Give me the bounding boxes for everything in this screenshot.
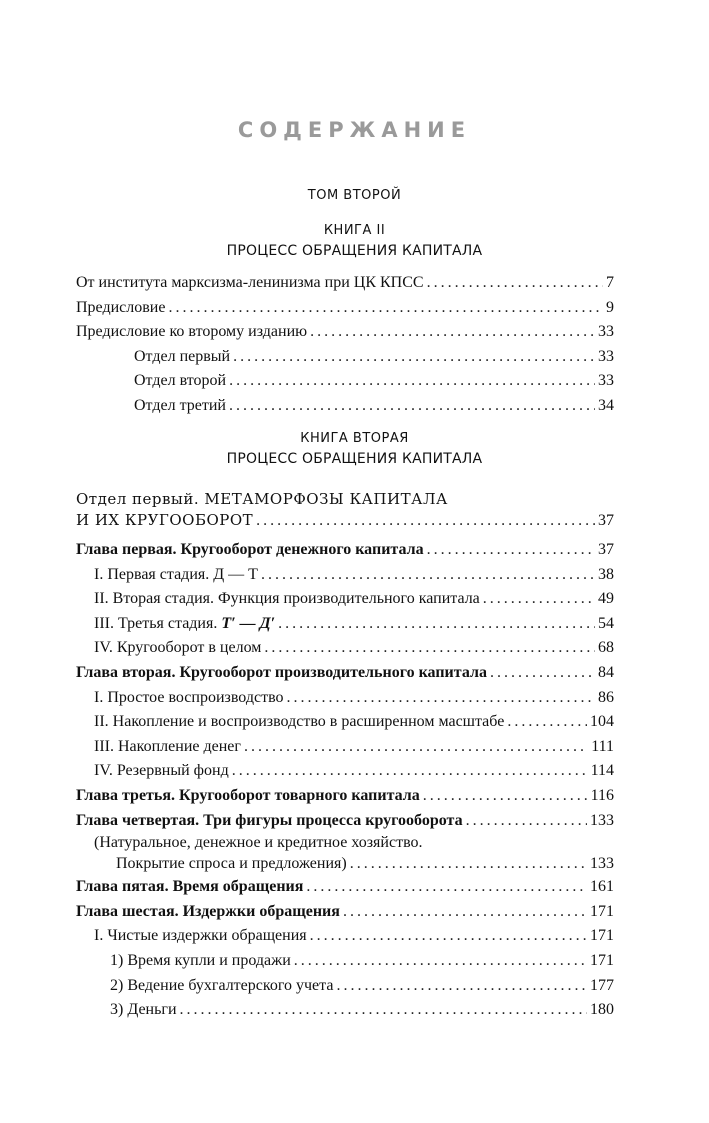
book1-label: КНИГА II <box>323 223 386 238</box>
toc-entry-page: 37 <box>598 512 614 529</box>
leader-dots <box>294 949 587 974</box>
leader-dots <box>168 296 603 321</box>
toc-entry-title: Отдел третий <box>134 396 226 414</box>
toc-entry[interactable] <box>76 710 614 735</box>
toc-entry-page: 84 <box>598 663 614 681</box>
toc-entry-page: 38 <box>598 565 614 583</box>
book2-toc <box>76 489 614 1023</box>
chapter-entry[interactable] <box>76 809 614 834</box>
toc-entry-title: II. Вторая стадия. Функция производительного капитала <box>94 590 480 608</box>
toc-entry-page: 180 <box>590 1001 614 1019</box>
leader-dots <box>490 661 595 686</box>
toc-entry-page: 54 <box>598 614 614 632</box>
toc-entry-page: 171 <box>590 927 614 945</box>
toc-entry[interactable] <box>76 271 614 296</box>
toc-entry-page: 37 <box>598 541 614 558</box>
section-heading-line2: И ИХ КРУГООБОРОТ <box>76 511 254 529</box>
leader-dots <box>306 875 587 900</box>
toc-entry-title: Предисловие ко второму изданию <box>76 323 308 341</box>
toc-entry-title: Глава пятая. Время обращения <box>76 878 304 896</box>
toc-entry-title: Предисловие <box>76 298 166 316</box>
book2-subtitle: ПРОЦЕСС ОБРАЩЕНИЯ КАПИТАЛА <box>226 451 483 467</box>
toc-entry-page: 33 <box>598 347 614 365</box>
book2-label: КНИГА ВТОРАЯ <box>300 431 409 446</box>
toc-entry-page: 171 <box>590 951 614 969</box>
toc-entry-page: 111 <box>591 737 614 755</box>
toc-entry-line2-row <box>76 853 614 875</box>
toc-entry-page: 9 <box>606 298 614 316</box>
leader-dots <box>233 345 595 370</box>
toc-entry-page: 86 <box>598 688 614 706</box>
toc-entry-title: Глава третья. Кругооборот товарного капитала <box>76 786 420 804</box>
chapter-entry[interactable] <box>76 661 614 686</box>
toc-entry[interactable] <box>76 345 614 370</box>
page-title: СОДЕРЖАНИЕ <box>237 118 472 142</box>
toc-entry[interactable] <box>76 974 614 999</box>
toc-entry-page: 7 <box>606 274 614 291</box>
toc-entry-title: Глава первая. Кругооборот денежного капитала <box>76 541 424 558</box>
chapter-entry[interactable] <box>76 538 614 563</box>
chapter-entry[interactable] <box>76 784 614 809</box>
toc-entry-page: 116 <box>590 786 614 804</box>
section-heading-entry[interactable] <box>76 509 614 532</box>
toc-entry[interactable] <box>76 612 614 637</box>
toc-entry-title: От института марксизма-ленинизма при ЦК КПСС <box>76 274 424 291</box>
volume-heading: ТОМ ВТОРОЙ <box>307 188 402 203</box>
leader-dots <box>343 900 587 925</box>
toc-entry-title: I. Чистые издержки обращения <box>94 927 307 945</box>
toc-entry-page: 133 <box>590 855 614 873</box>
toc-entry[interactable] <box>76 296 614 321</box>
formula: Т′ — Д′ <box>221 614 276 632</box>
leader-dots <box>310 924 587 949</box>
toc-entry-title: Глава вторая. Кругооборот производительного капитала <box>76 663 487 681</box>
toc-entry[interactable] <box>76 394 614 419</box>
leader-dots <box>261 563 595 588</box>
leader-dots <box>350 853 587 875</box>
leader-dots <box>310 320 595 345</box>
toc-entry-multiline[interactable] <box>76 833 614 875</box>
leader-dots <box>244 735 588 760</box>
toc-entry-page: 133 <box>590 811 614 829</box>
chapter-entry[interactable] <box>76 900 614 925</box>
leader-dots <box>507 710 587 735</box>
toc-entry[interactable] <box>76 949 614 974</box>
toc-entry-title: III. Накопление денег <box>94 737 241 755</box>
toc-entry-page: 49 <box>598 590 614 608</box>
section-heading-line1: Отдел первый. МЕТАМОРФОЗЫ КАПИТАЛА <box>76 490 448 508</box>
toc-entry[interactable] <box>76 735 614 760</box>
leader-dots <box>229 369 595 394</box>
toc-entry-title <box>94 612 275 637</box>
toc-entry-title: I. Простое воспроизводство <box>94 688 284 706</box>
leader-dots <box>256 510 595 532</box>
book1-subtitle: ПРОЦЕСС ОБРАЩЕНИЯ КАПИТАЛА <box>226 243 483 259</box>
toc-entry-title: 3) Деньги <box>110 1001 177 1019</box>
toc-entry-page: 177 <box>590 976 614 994</box>
toc-entry-page: 104 <box>590 713 614 731</box>
toc-entry[interactable] <box>76 636 614 661</box>
toc-entry-title: Глава шестая. Издержки обращения <box>76 902 340 920</box>
toc-entry-title: IV. Резервный фонд <box>94 762 229 780</box>
leader-dots <box>427 271 603 296</box>
toc-entry[interactable] <box>76 369 614 394</box>
toc-entry-title: IV. Кругооборот в целом <box>94 639 262 657</box>
leader-dots <box>264 636 595 661</box>
toc-entry-title: 2) Ведение бухгалтерского учета <box>110 976 334 994</box>
leader-dots <box>483 587 595 612</box>
leader-dots <box>336 974 587 999</box>
toc-entry-page: 33 <box>598 323 614 341</box>
toc-entry-text: III. Третья стадия. <box>94 614 218 632</box>
toc-entry-page: 171 <box>590 902 614 920</box>
leader-dots <box>466 809 587 834</box>
leader-dots <box>423 784 588 809</box>
toc-entry-line1: (Натуральное, денежное и кредитное хозяйство. <box>94 834 423 852</box>
toc-entry[interactable] <box>76 686 614 711</box>
toc-entry[interactable] <box>76 563 614 588</box>
toc-entry[interactable] <box>76 320 614 345</box>
toc-entry-line2: Покрытие спроса и предложения) <box>116 855 347 873</box>
leader-dots <box>232 759 588 784</box>
leader-dots <box>287 686 595 711</box>
toc-entry-title: II. Накопление и воспроизводство в расширенном масштабе <box>94 713 505 731</box>
leader-dots <box>427 538 595 563</box>
toc-entry[interactable] <box>76 998 614 1023</box>
book1-toc <box>76 271 614 419</box>
toc-entry-page: 68 <box>598 639 614 657</box>
toc-entry-title: I. Первая стадия. Д — Т <box>94 565 258 583</box>
toc-entry[interactable] <box>76 924 614 949</box>
toc-entry-title: Глава четвертая. Три фигуры процесса кругооборота <box>76 811 463 829</box>
toc-entry-title: 1) Время купли и продажи <box>110 951 291 969</box>
toc-entry-page: 161 <box>590 878 614 896</box>
toc-entry-page: 34 <box>598 396 614 414</box>
toc-entry-title: Отдел первый <box>134 347 231 365</box>
toc-entry[interactable] <box>76 587 614 612</box>
leader-dots <box>180 998 587 1023</box>
toc-entry[interactable] <box>76 759 614 784</box>
toc-entry-page: 114 <box>590 762 614 780</box>
toc-entry-page: 33 <box>598 372 614 390</box>
toc-entry-title: Отдел второй <box>134 372 227 390</box>
leader-dots <box>229 394 595 419</box>
chapter-entry[interactable] <box>76 875 614 900</box>
leader-dots <box>278 612 595 637</box>
